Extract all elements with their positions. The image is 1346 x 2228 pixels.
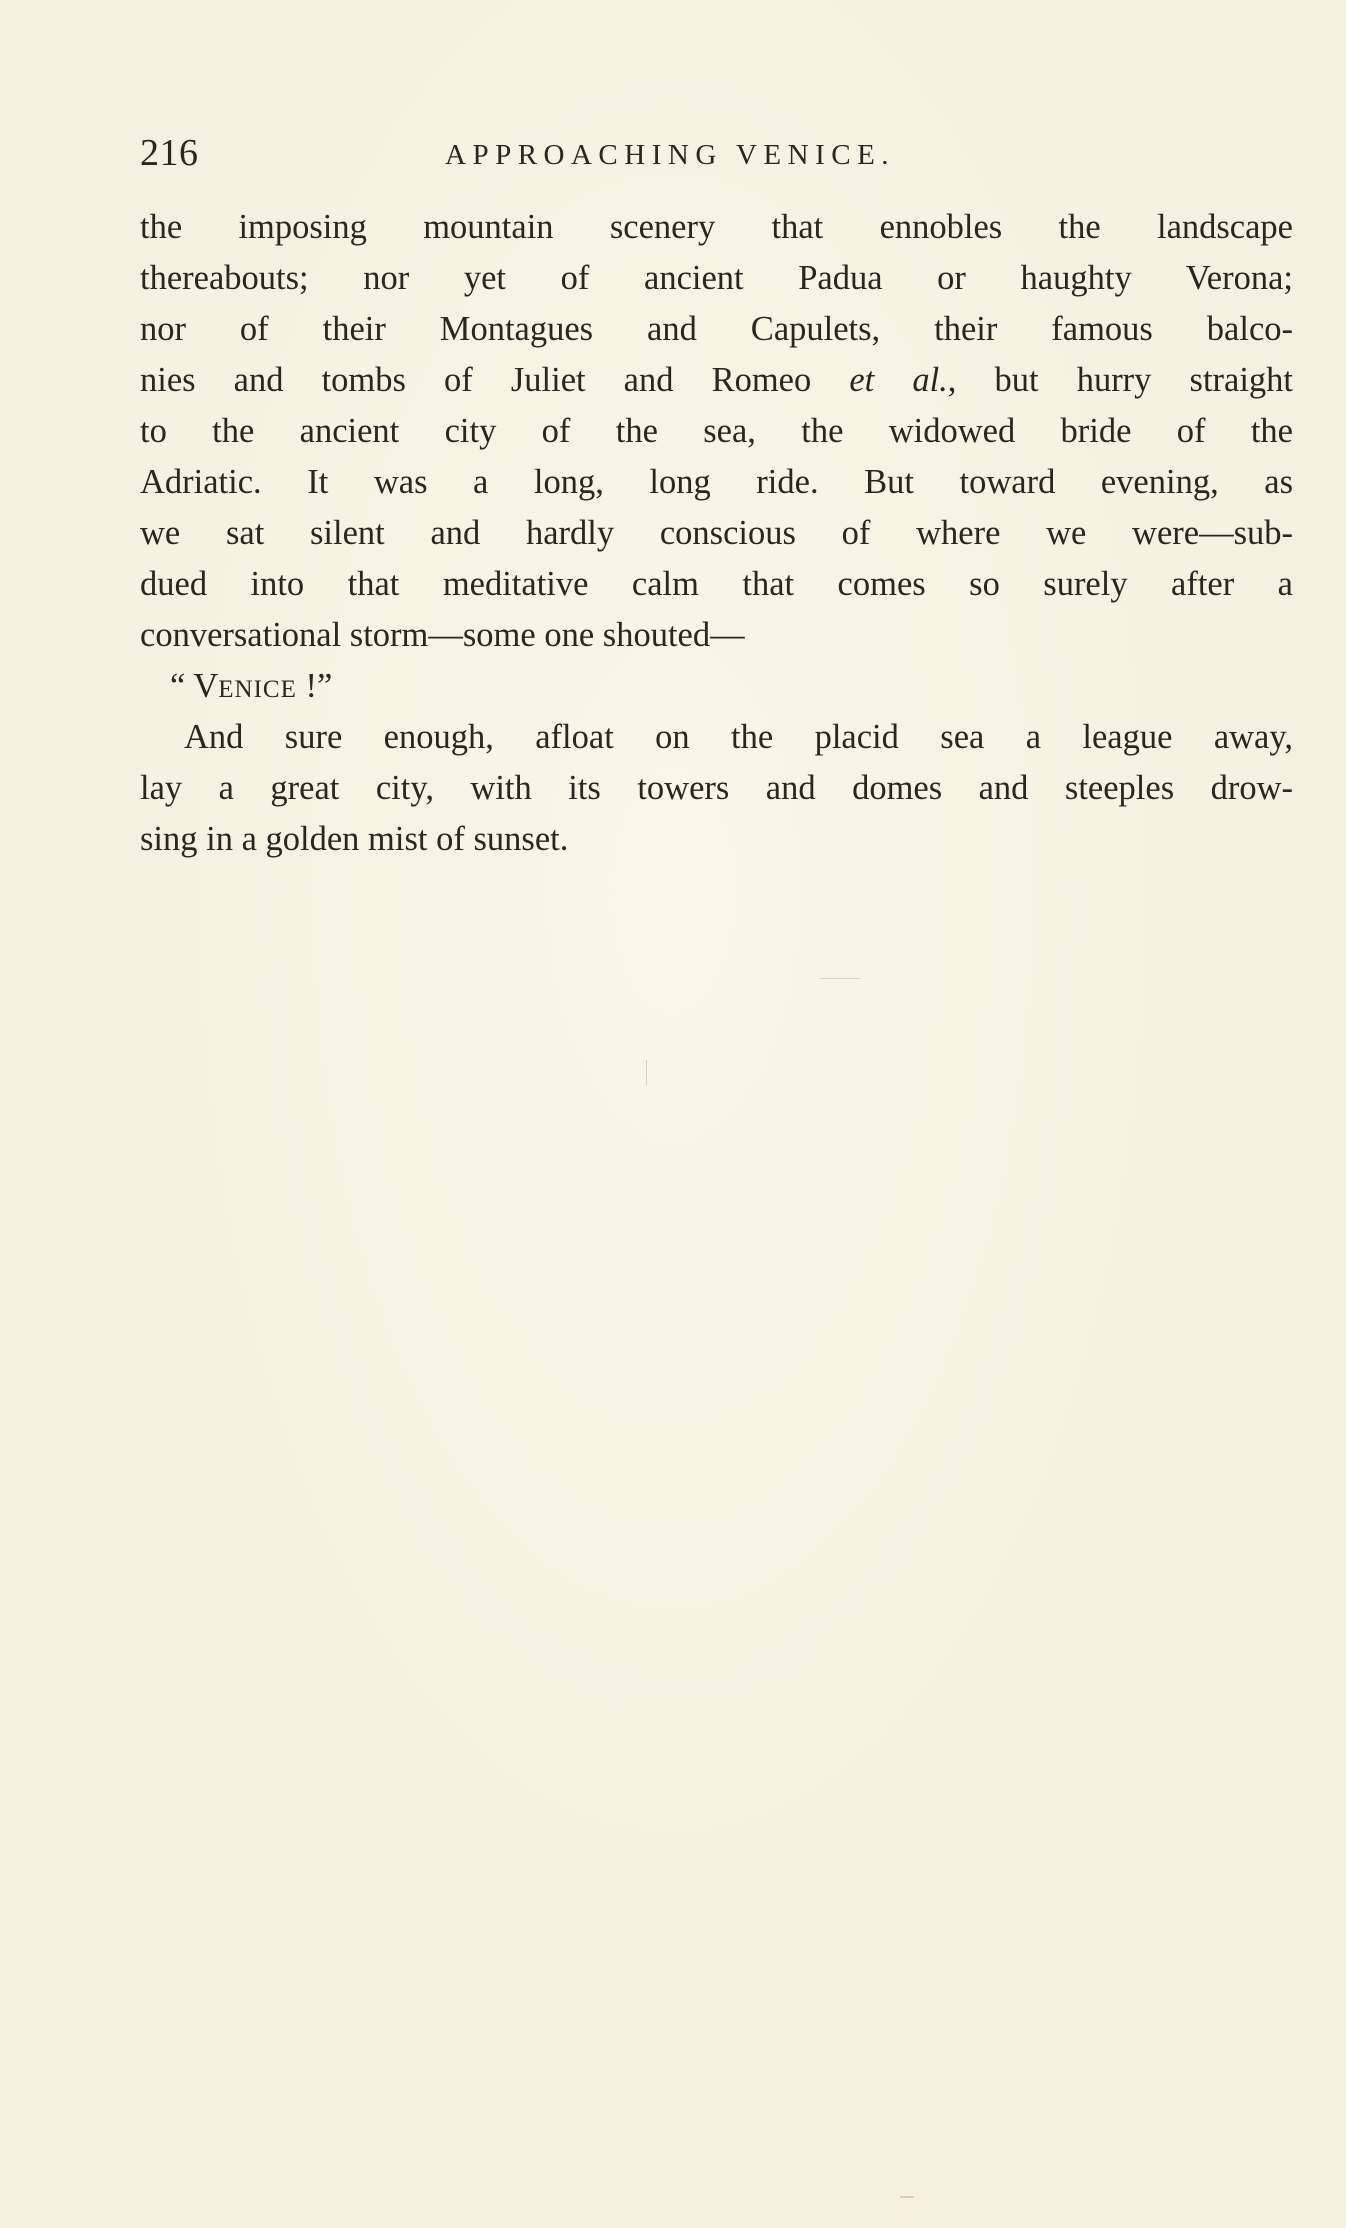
text-line: lay a great city, with its towers and domes and steeples drow- (140, 769, 1293, 807)
paper-speck (646, 1060, 647, 1086)
italic-phrase: et al. (849, 361, 948, 399)
text-line: conversational storm—some one shouted— (140, 616, 745, 654)
body-text (140, 202, 1293, 865)
paper-speck (900, 2196, 914, 2198)
text-segment: , but hurry straight (947, 361, 1293, 399)
text-line: we sat silent and hardly conscious of where we were—sub- (140, 514, 1293, 552)
text-line: Adriatic. It was a long, long ride. But toward evening, as (140, 463, 1293, 501)
text-line: dued into that meditative calm that comes so surely after a (140, 565, 1293, 603)
running-head (140, 128, 1300, 178)
close-quote: !” (296, 667, 333, 705)
open-quote: “ (170, 667, 194, 705)
page-number: 216 (140, 132, 199, 174)
text-line: sing in a golden mist of sunset. (140, 820, 569, 858)
text-line: the imposing mountain scenery that ennobles the landscape (140, 208, 1293, 246)
text-line: nor of their Montagues and Capulets, their famous balco- (140, 310, 1293, 348)
small-caps-initial: V (193, 667, 219, 705)
text-line: to the ancient city of the sea, the widowed bride of the (140, 412, 1293, 450)
text-segment: nies and tombs of Juliet and Romeo (140, 361, 850, 399)
text-line: thereabouts; nor yet of ancient Padua or haughty Verona; (140, 259, 1293, 297)
small-caps-rest: ENICE (218, 676, 297, 703)
running-title: APPROACHING VENICE. (445, 139, 896, 171)
exclamation-line (140, 661, 1293, 712)
text-line (140, 355, 1293, 406)
paper-speck (820, 978, 860, 979)
text-line: And sure enough, afloat on the placid sea a league away, (184, 718, 1293, 756)
